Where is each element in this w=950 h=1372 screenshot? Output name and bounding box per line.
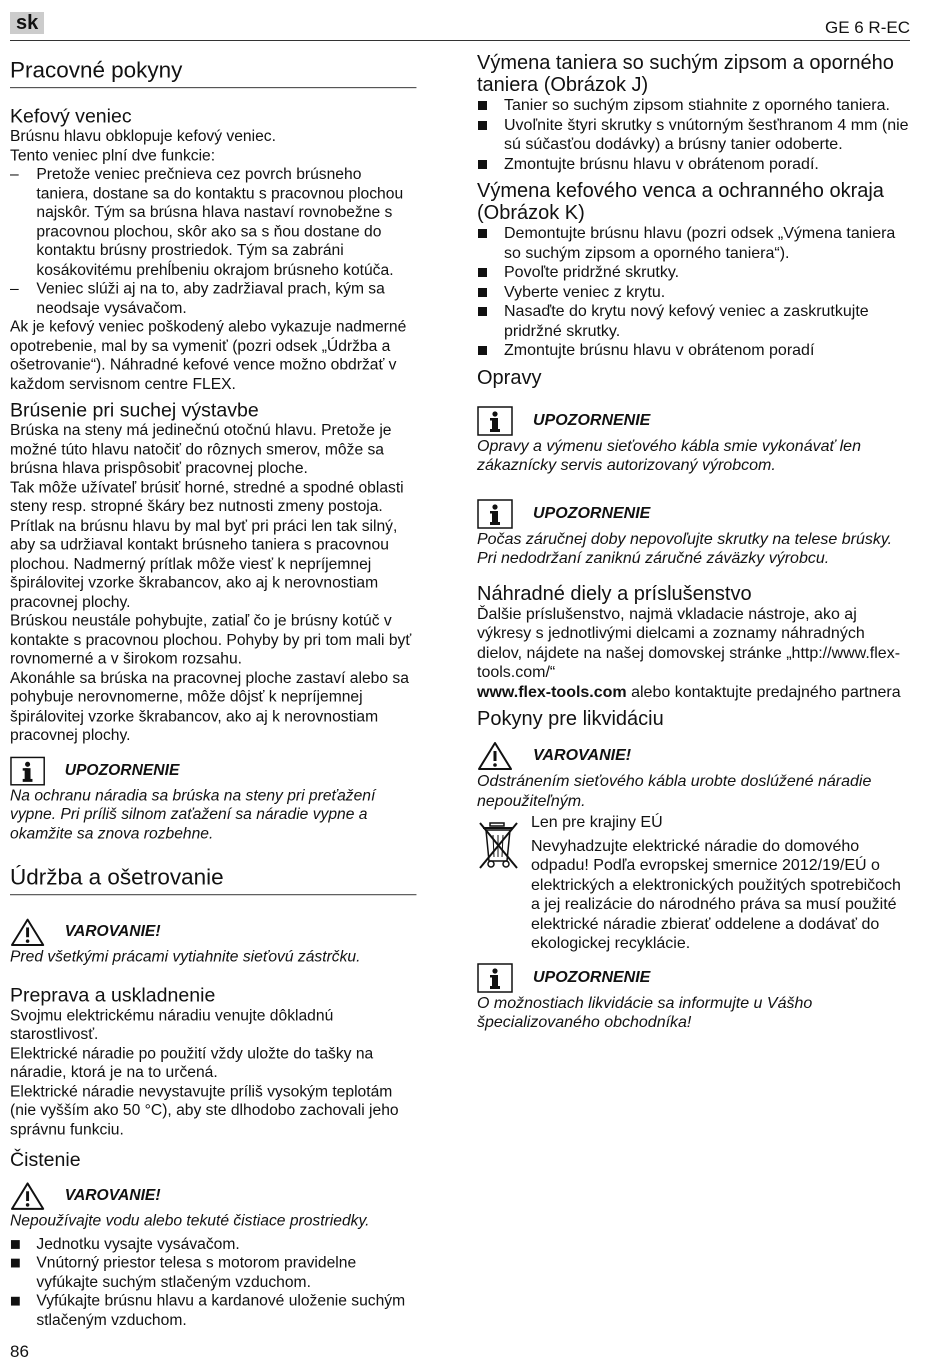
notice-box (10, 755, 416, 843)
eu-disposal-block (477, 813, 909, 954)
notice-title: UPOZORNENIE (533, 411, 651, 429)
right-column (477, 52, 909, 1033)
notice-text: Počas záručnej doby nepovoľujte skrutky na telese brúsky. Pri nedodržaní zaniknú záručné záväzky výrobcu. (477, 530, 893, 567)
dash-list (10, 165, 416, 317)
paragraph: Prítlak na brúsnu hlavu by mal byť pri práci len tak silný, aby sa udržiaval kontakt brúsneho taniera s pracovnou plochou. Nadmerný prítlak môže viesť k nepríjemnej špirálovitej vzorke škrabancov, ako aj k nerovnostiam pracovnej plochy. (10, 517, 398, 611)
heading-nahradne-diely: Náhradné diely a príslušenstvo (477, 582, 752, 605)
list-item: Uvoľnite štyri skrutky s vnútorným šesťhranom 4 mm (nie sú súčasťou dodávky) a brúsny tanier odoberte. (477, 116, 909, 155)
warning-box (10, 917, 416, 967)
notice-title: UPOZORNENIE (533, 504, 651, 522)
heading-kefovy-veniec: Kefový veniec (10, 105, 132, 128)
paragraph: Ak je kefový veniec poškodený alebo vykazuje nadmerné opotrebenie, mal by sa vymeniť (pozri odsek „Údržba a ošetrovanie“). Náhradné kefové vence možno obdržať v každom servisnom centre FLEX. (10, 318, 407, 393)
eu-disposal-text: Nevyhadzujte elektrické náradie do domového odpadu! Podľa evropskej smernice 2012/19/EÚ o elektrických a elektronických použitých spotrebičoch a jej realizácie do národného práva sa musí použité elektrické náradie zbierať oddelene a dodávať do ekologickej recyklácie. (531, 837, 901, 952)
warning-icon (477, 741, 513, 771)
notice-title: UPOZORNENIE (64, 762, 180, 779)
list-item: Povoľte pridržné skrutky. (477, 263, 909, 283)
bullet-list (477, 224, 909, 361)
heading-pracovne-pokyny: Pracovné pokyny (10, 52, 416, 88)
model-name: GE 6 R-EC (824, 18, 910, 37)
warning-title: VAROVANIE! (533, 747, 632, 765)
notice-box (477, 405, 909, 476)
list-item: Zmontujte brúsnu hlavu v obrátenom poradí (477, 341, 909, 361)
info-icon (477, 406, 513, 436)
warning-text: Nepoužívajte vodu alebo tekuté čistiace prostriedky. (10, 1212, 370, 1230)
list-item: Vyberte veniec z krytu. (477, 283, 909, 303)
paragraph: Brúskou neustále pohybujte, zatiaľ čo je brúsny kotúč v kontakte s pracovnou plochou. Pohyby by pri tom mali byť rovnomerné a v širokom rozsahu. (10, 612, 412, 668)
page-header (10, 10, 910, 41)
notice-box (477, 498, 909, 569)
eu-only-label: Len pre krajiny EÚ (531, 814, 663, 831)
warning-title: VAROVANIE! (64, 1187, 161, 1205)
heading-opravy: Opravy (477, 366, 542, 389)
paragraph: Tak môže užívateľ brúsiť horné, stredné a spodné oblasti steny resp. stropné škáry bez nutnosti zmeny postoja. (10, 479, 404, 516)
list-item: Vyfúkajte brúsnu hlavu a kardanové uloženie suchým stlačeným vzduchom. (10, 1292, 416, 1330)
heading-cistenie: Čistenie (10, 1149, 81, 1171)
paragraph: Akonáhle sa brúska na pracovnej ploche zastaví alebo sa pohybuje nerovnomerne, môže dôjsť k nepríjemnej špirálovitej vzorke škrabancov, ako aj k nerovnostiam pracovnej plochy. (10, 669, 409, 744)
paragraph: Brúsnu hlavu obklopuje kefový veniec. (10, 128, 276, 145)
list-item: Zmontujte brúsnu hlavu v obrátenom poradí. (477, 155, 909, 175)
paragraph: Elektrické náradie nevystavujte príliš vysokým teplotám (nie vyšším ako 50 °C), aby ste dlhodobo zachovali jeho správnu funkciu. (10, 1083, 399, 1139)
paragraph: Elektrické náradie po použití vždy uložte do tašky na náradie, ktorá je na to určená. (10, 1045, 374, 1081)
info-icon (477, 499, 513, 529)
warning-icon (10, 918, 45, 947)
list-item: – Pretože veniec prečnieva cez povrch brúsneho taniera, dostane sa do kontaktu s pracovnou plochou najskôr. Tým sa brúsna hlava nastaví rovnobežne s pracovnou plochou, skôr ako sa s ňou dostane do kontaktu brúsny prostriedok. Tým sa zabráni kosákovitému prehĺbeniu okrajom brúsneho kotúča. (10, 166, 404, 279)
heading-vymena-j: Výmena taniera so suchým zipsom a oporného taniera (Obrázok J) (477, 52, 894, 96)
paragraph: Brúska na steny má jedinečnú otočnú hlavu. Pretože je možné túto hlavu natočiť do rôznych smerov, môže sa brúsna hlava prispôsobiť pracovnej ploche. (10, 422, 392, 478)
heading-brusenie: Brúsenie pri suchej výstavbe (10, 399, 259, 422)
list-item: – Veniec slúži aj na to, aby zadržiaval prach, kým sa neodsaje vysávačom. (10, 280, 385, 317)
notice-text: O možnostiach likvidácie sa informujte u Vášho špecializovaného obchodníka! (477, 994, 813, 1031)
bullet-list (10, 1235, 416, 1330)
list-item: Tanier so suchým zipsom stiahnite z oporného taniera. (477, 96, 909, 116)
language-badge: sk (10, 12, 44, 34)
notice-text: Opravy a výmenu sieťového kábla smie vykonávať len zákaznícky servis autorizovaný výrobcom. (477, 437, 861, 474)
heading-vymena-k: Výmena kefového venca a ochranného okraja (Obrázok K) (477, 180, 884, 224)
website-link[interactable]: www.flex-tools.com (477, 683, 627, 701)
list-item: Vnútorný priestor telesa s motorom pravidelne vyfúkajte suchým stlačeným vzduchom. (10, 1254, 416, 1292)
paragraph: Svojmu elektrickému náradiu venujte dôkladnú starostlivosť. (10, 1007, 334, 1043)
notice-box (477, 962, 909, 1033)
left-column (10, 52, 416, 1330)
paragraph: Tento veniec plní dve funkcie: (10, 147, 216, 164)
warning-text: Odstránením sieťového kábla urobte doslúžené náradie nepoužiteľným. (477, 773, 872, 810)
heading-likvidacia: Pokyny pre likvidáciu (477, 708, 664, 730)
warning-text: Pred všetkými prácami vytiahnite sieťovú zástrčku. (10, 948, 361, 966)
page-number: 86 (10, 1342, 29, 1361)
notice-text: Na ochranu náradia sa brúska na steny pri preťažení vypne. Pri príliš silnom zaťažení sa náradie vypne a okamžite sa znova rozbehne. (10, 787, 376, 842)
info-icon (477, 963, 513, 993)
warning-title: VAROVANIE! (64, 923, 161, 941)
list-item: Nasaďte do krytu nový kefový veniec a zaskrutkujte pridržné skrutky. (477, 302, 909, 341)
paragraph: Ďalšie príslušenstvo, najmä vkladacie nástroje, ako aj výkresy s jednotlivými dielcami a zoznamy náhradných dielov, nájdete na našej domovskej stránke „http://www.flex-tools.com/“ www.flex-tools.com alebo kontaktujte predajného partnera (477, 605, 901, 701)
info-icon (10, 756, 45, 785)
list-item: Jednotku vysajte vysávačom. (10, 1235, 416, 1254)
list-item: Demontujte brúsnu hlavu (pozri odsek „Výmena taniera so suchým zipsom a oporného taniera“). (477, 224, 909, 263)
warning-icon (10, 1181, 45, 1210)
heading-preprava: Preprava a uskladnenie (10, 984, 216, 1007)
heading-udrzba: Údržba a ošetrovanie (10, 859, 416, 895)
warning-box (10, 1181, 416, 1231)
notice-title: UPOZORNENIE (533, 968, 651, 986)
bullet-list (477, 96, 909, 174)
crossed-bin-icon (477, 817, 521, 871)
warning-box (477, 740, 909, 811)
